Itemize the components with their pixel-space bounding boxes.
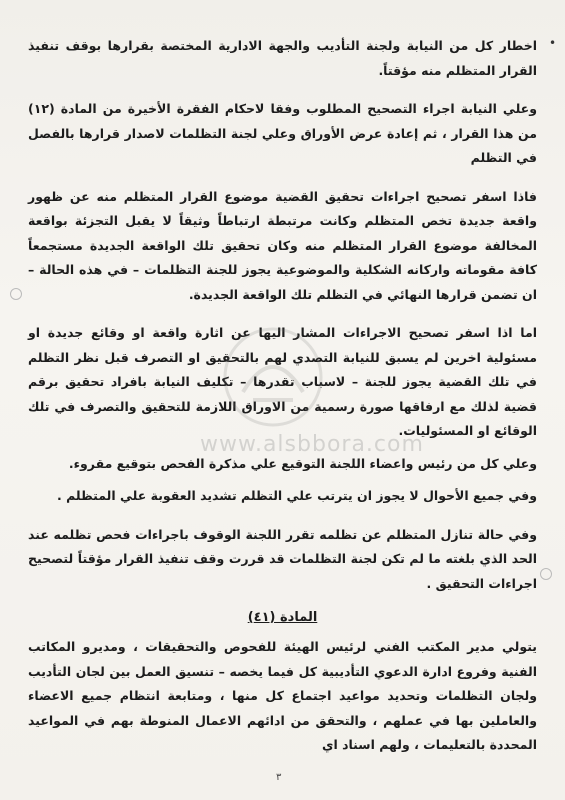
paragraph: يتولي مدير المكتب الفني لرئيس الهيئة للفحوص والتحقيقات ، ومديرو المكاتب الفنية وفروع ادارة الدعوي التأديبية كل فيما يخصه – تنسيق العمل بين لجان التأديب ولجان التظلمات وتحديد مواعيد اجتماع كل منها ، ومتابعة انتظام جميع الاعضاء والعاملين بها في عملهم ، والتحقق من ادائهم الاعمال المنوطة بهم في المواعيد المحددة بالتعليمات ، ولهم اسناد اي (28, 639, 537, 752)
paragraph: وعلي النيابة اجراء التصحيح المطلوب وفقا لاحكام الفقرة الأخيرة من المادة (١٢) من هذا القرار ، ثم إعادة عرض الأوراق وعلي لجنة التظلمات لاصدار قرارها بالفصل في التظلم (28, 101, 537, 165)
watermark-url: www.alsbbora.com (200, 432, 424, 457)
punch-hole (10, 288, 22, 300)
punch-hole (540, 568, 552, 580)
paragraph: وفي جميع الأحوال لا يجوز ان يترتب علي التظلم تشديد العقوبة علي المتظلم . (57, 488, 537, 503)
paragraph: وفي حالة تنازل المتظلم عن تظلمه تقرر اللجنة الوقوف باجراءات فحص تظلمه عند الحد الذي بلغته ما لم تكن لجنة التظلمات قد قررت وقف تنفيذ القرار مؤقتاً لتصحيح اجراءات التحقيق . (28, 526, 537, 591)
paragraph: وعلي كل من رئيس واعضاء اللجنة التوقيع علي مذكرة الفحص بتوقيع مقروء. (68, 455, 537, 471)
paragraph: اما اذا اسفر تصحيح الاجراءات المشار اليها عن اثارة واقعة او وقائع جديدة او مسئولية اخرين لم يسبق للنيابة التصدي لهم بالتحقيق او التصرف قبل نظر التظلم في تلك القضية يجوز للجنة – لاسباب تقدرها – تكليف النيابة بافراد تحقيق برقم قضية لذلك مع ارفاقها صورة رسمية من الاوراق اللازمة للتحقيق والتصرف في تلك الوقائع او المسئوليات. (28, 325, 537, 438)
article-heading: المادة (٤١) (247, 610, 318, 625)
paragraph: فاذا اسفر تصحيح اجراءات تحقيق القضية موضوع القرار المتظلم منه عن ظهور واقعة جديدة تخص المتظلم وكانت مرتبطة ارتباطاً وثيقاً لا يقبل التجزئة بواقعة المخالفة موضوع القرار المتظلم منه وكان تحقيق تلك الواقعة الجديدة مستجمعاً كافة مقوماته واركانه الشكلية والموضوعية يجوز للجنة التظلمات – في هذه الحالة – ان تضمن قرارها النهائي في التظلم تلك الواقعة الجديدة. (28, 188, 537, 302)
page-number: ٣ (276, 772, 282, 783)
paragraph: اخطار كل من النيابة ولجنة التأديب والجهة الادارية المختصة بقرارها بوقف تنفيذ القرار المتظلم منه مؤقتاً. (28, 38, 537, 78)
document-body (28, 34, 537, 758)
bullet-marker: • (549, 36, 557, 50)
